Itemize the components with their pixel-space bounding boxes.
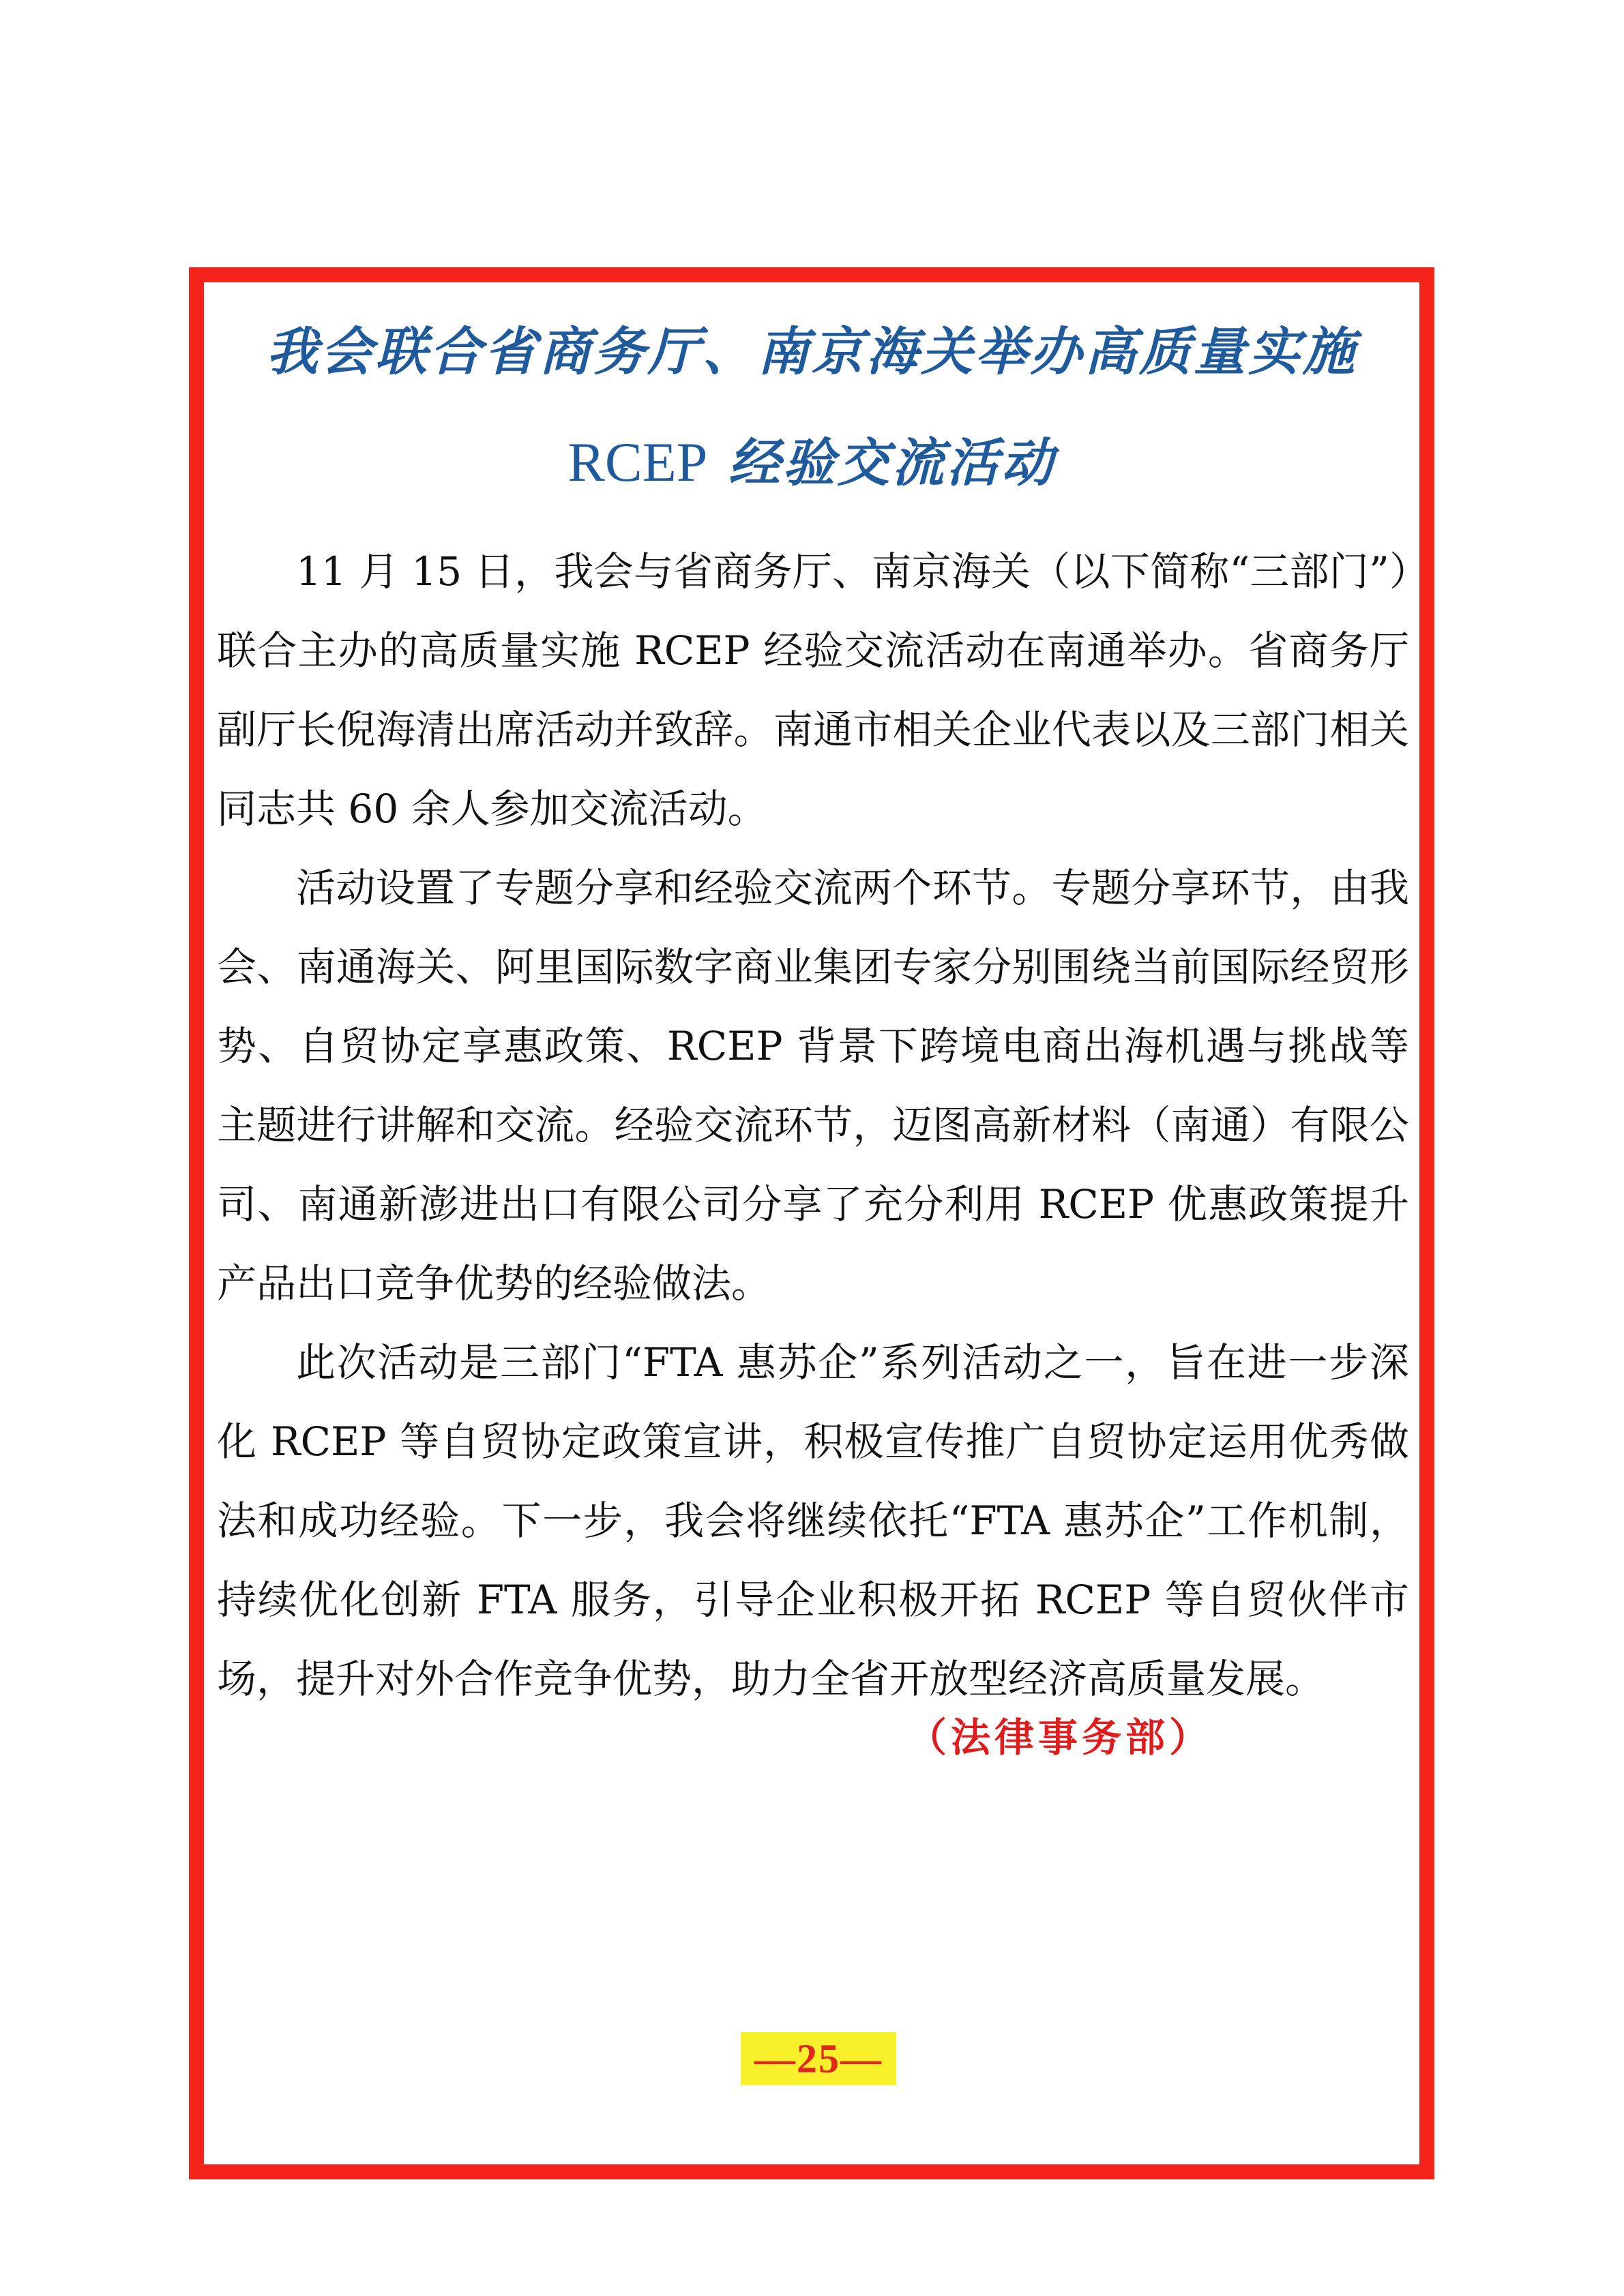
page-number: —25—: [741, 2032, 896, 2085]
article-title-line-2: [205, 428, 1419, 497]
article-title-rest: 经验交流活动: [707, 432, 1056, 493]
article-title-line-1: 我会联合省商务厅、南京海关举办高质量实施: [266, 321, 1357, 382]
paragraph-1: 11 月 15 日，我会与省商务厅、南京海关（以下简称“三部门”）联合主办的高质量实施 RCEP 经验交流活动在南通举办。省商务厅副厅长倪海清出席活动并致辞。南通市相关企业代表以及三部门相关同志共 60 余人参加交流活动。: [217, 548, 1409, 832]
article-title-latin-part: RCEP: [567, 431, 708, 493]
author-department: （法律事务部）: [907, 1714, 1213, 1761]
paragraph-2: 活动设置了专题分享和经验交流两个环节。专题分享环节，由我会、南通海关、阿里国际数字商业集团专家分别围绕当前国际经贸形势、自贸协定享惠政策、RCEP 背景下跨境电商出海机遇与挑战等主题进行讲解和交流。经验交流环节，迈图高新材料（南通）有限公司、南通新澎进出口有限公司分享了充分利用 RCEP 优惠政策提升产品出口竞争优势的经验做法。: [217, 865, 1409, 1307]
article-body: [217, 532, 1409, 1718]
paragraph-3: 此次活动是三部门“FTA 惠苏企”系列活动之一，旨在进一步深化 RCEP 等自贸协定政策宣讲，积极宣传推广自贸协定运用优秀做法和成功经验。下一步，我会将继续依托“FTA 惠苏企”工作机制，持续优化创新 FTA 服务，引导企业积极开拓 RCEP 等自贸伙伴市场，提升对外合作竞争优势，助力全省开放型经济高质量发展。: [217, 1339, 1409, 1702]
